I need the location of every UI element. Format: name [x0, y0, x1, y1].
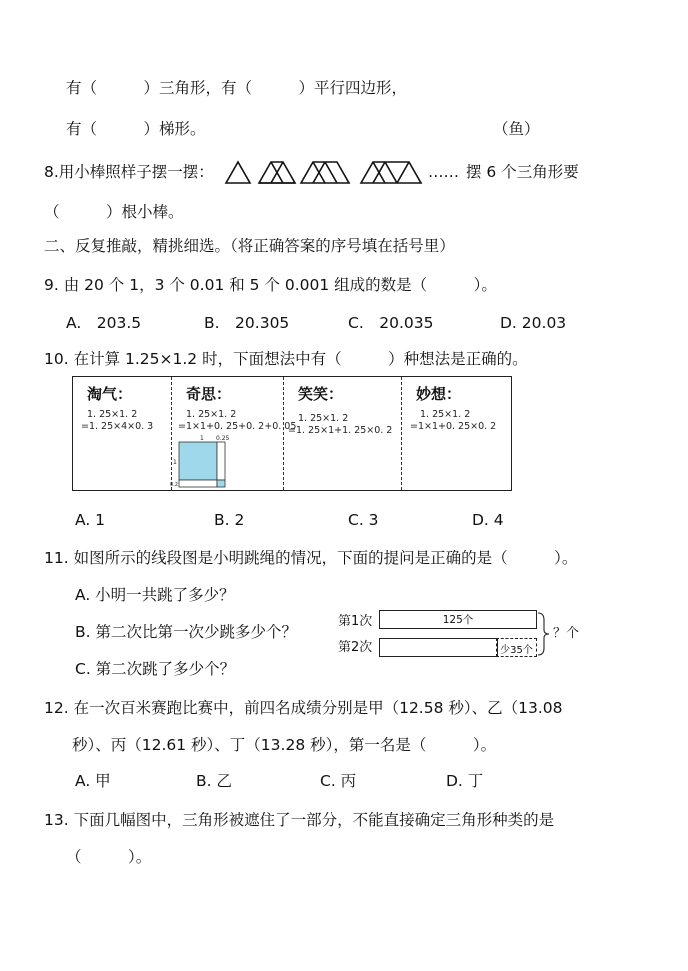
bar-first-label: 125个 — [442, 614, 474, 626]
diagram-question: ？个 — [553, 626, 580, 641]
panel-line-2: =1×1+0. 25×0. 2 — [410, 421, 497, 432]
q9-option-c: C. 20.035 — [348, 314, 434, 332]
difference-label: 少35个 — [500, 645, 533, 656]
section-2-heading: 二、反复推敲，精挑细选。（将正确答案的序号填在括号里） — [44, 237, 455, 255]
question-13-text: 13. 下面几幅图中，三角形被遮住了一部分，不能直接确定三角形种类的是 — [44, 811, 555, 829]
area-model-figure — [178, 441, 226, 489]
figure-tag: （鱼） — [493, 120, 540, 138]
fill-line-1: 有（ ）三角形，有（ ）平行四边形， — [66, 79, 408, 97]
triangle-sticks-figure — [222, 158, 430, 186]
methods-table — [72, 376, 512, 491]
q10-option-c: C. 3 — [348, 511, 379, 529]
question-11-text: 11. 如图所示的线段图是小明跳绳的情况，下面的提问是正确的是（ ）。 — [44, 549, 578, 567]
panel-line-2: =1. 25×1+1. 25×0. 2 — [288, 425, 393, 436]
ellipsis: …… — [428, 163, 459, 181]
bar-second — [379, 638, 498, 657]
question-13-answer: （ ）。 — [66, 848, 152, 866]
figure-label-left-2: 0.2 — [170, 482, 178, 488]
panel-line-1: 1. 25×1. 2 — [87, 409, 138, 420]
row-label-2: 第2次 — [338, 640, 373, 655]
figure-label-top-2: 0.25 — [216, 435, 230, 442]
q11-option-b: B. 第二次比第一次少跳多少个？ — [75, 623, 297, 641]
question-10-text: 10. 在计算 1.25×1.2 时，下面想法中有（ ）种想法是正确的。 — [44, 350, 528, 368]
question-8-text: 8.用小棒照样子摆一摆： — [44, 163, 214, 181]
question-8-answer: （ ）根小棒。 — [44, 203, 184, 221]
q12-option-c: C. 丙 — [320, 772, 357, 790]
q9-option-d: D. 20.03 — [500, 314, 567, 332]
q11-option-c: C. 第二次跳了多少个？ — [75, 660, 236, 678]
question-12-text: 12. 在一次百米赛跑比赛中，前四名成绩分别是甲（12.58 秒）、乙（13.08 — [44, 699, 563, 717]
brace-icon — [537, 612, 551, 656]
panel-qisi — [170, 377, 297, 490]
q10-option-d: D. 4 — [472, 511, 504, 529]
question-9-text: 9. 由 20 个 1，3 个 0.01 和 5 个 0.001 组成的数是（ ）。 — [44, 276, 497, 294]
q10-option-b: B. 2 — [214, 511, 245, 529]
q11-option-a: A. 小明一共跳了多少？ — [75, 586, 235, 604]
figure-label-top-1: 1 — [200, 435, 204, 442]
panel-name: 妙想： — [416, 385, 462, 403]
question-12-text-b: 秒）、丙（12.61 秒）、丁（13.28 秒），第一名是（ ）。 — [72, 736, 497, 754]
q12-option-a: A. 甲 — [75, 772, 111, 790]
panel-miaoxiang — [401, 377, 512, 490]
panel-name: 淘气： — [87, 385, 133, 403]
q12-option-b: B. 乙 — [196, 772, 232, 790]
panel-taoqi — [73, 377, 171, 490]
panel-line-1: 1. 25×1. 2 — [186, 409, 237, 420]
panel-line-1: 1. 25×1. 2 — [298, 413, 349, 424]
bar-first — [379, 610, 537, 629]
panel-line-2: =1×1+0. 25+0. 2+0. 05 — [178, 421, 297, 432]
panel-xiaoxiao — [283, 377, 402, 490]
panel-name: 笑笑： — [298, 385, 344, 403]
q12-option-d: D. 丁 — [446, 772, 484, 790]
row-label-1: 第1次 — [338, 614, 373, 629]
panel-name: 奇思： — [186, 385, 232, 403]
panel-line-1: 1. 25×1. 2 — [420, 409, 471, 420]
figure-label-left-1: 1 — [173, 459, 177, 466]
q9-option-a: A. 203.5 — [66, 314, 142, 332]
q9-option-b: B. 20.305 — [204, 314, 290, 332]
panel-line-2: =1. 25×4×0. 3 — [81, 421, 154, 432]
question-8-text-b: 摆 6 个三角形要 — [466, 163, 579, 181]
bar-second-difference — [496, 638, 537, 657]
q10-option-a: A. 1 — [75, 511, 106, 529]
fill-line-2: 有（ ）梯形。 — [66, 120, 206, 138]
